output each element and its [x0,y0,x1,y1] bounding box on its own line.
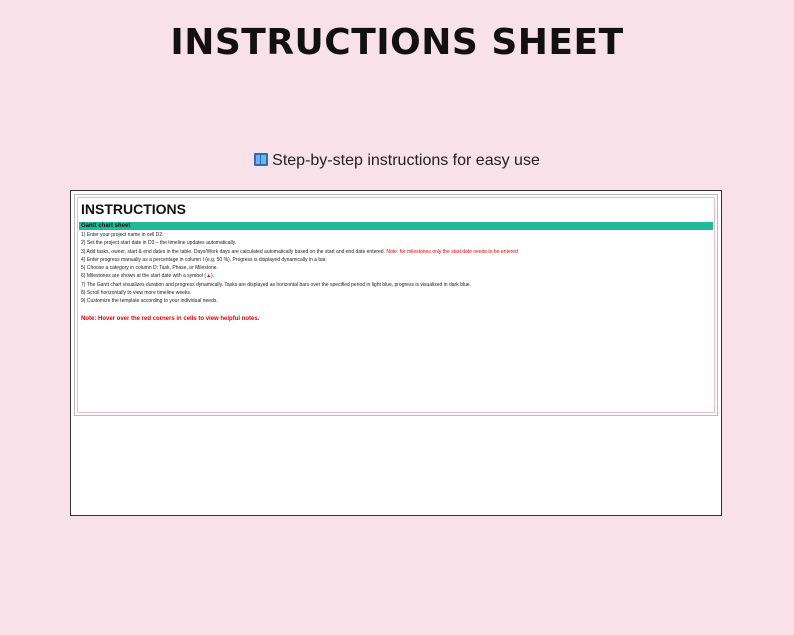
book-icon [254,153,268,166]
step-3: 3) Add tasks, owner, start & end dates in the table. Days/Work days are calculated automatically based on the start and end date entered. Note: for milestones only the start date needs to be entered [81,248,518,255]
step-1: 1) Enter your project name in cell D2. [81,232,164,238]
section-header: Gantt chart sheet [79,222,713,230]
step-5: 5) Choose a category in column D: Task, Phase, or Milestone. [81,265,218,272]
step-9: 9) Customize the template according to your individual needs. [81,298,218,305]
step-4: 4) Enter progress manually as a percentage in column I (e.g. 50 %). Progress is displayed dynamically in a bar. [81,256,327,263]
step-8: 8) Scroll horizontally to view more timeline weeks. [81,290,192,297]
steps-list [81,231,711,306]
subtitle-text: Step-by-step instructions for easy use [272,152,540,169]
page-subtitle [0,152,794,170]
sheet-title: INSTRUCTIONS [81,201,186,217]
screenshot-frame [70,190,722,516]
milestone-date-note: Note: for milestones only the start date needs to be entered [386,248,518,255]
instructions-sheet [74,194,718,416]
step-2: 2) Set the project start date in D3 – the timeline updates automatically. [81,240,237,247]
milestone-symbol-icon: ▲ [206,273,212,280]
step-6: 6) Milestones are shown at the start date with a symbol (▲). [81,273,215,280]
step-7: 7) The Gantt chart visualizes duration and progress dynamically. Tasks are displayed as horizontal bars over the specified period in light blue, progress is visualized in dark blue. [81,281,471,288]
page-title: INSTRUCTIONS SHEET [170,22,624,63]
hover-note: Note: Hover over the red corners in cells to view helpful notes. [81,316,260,322]
